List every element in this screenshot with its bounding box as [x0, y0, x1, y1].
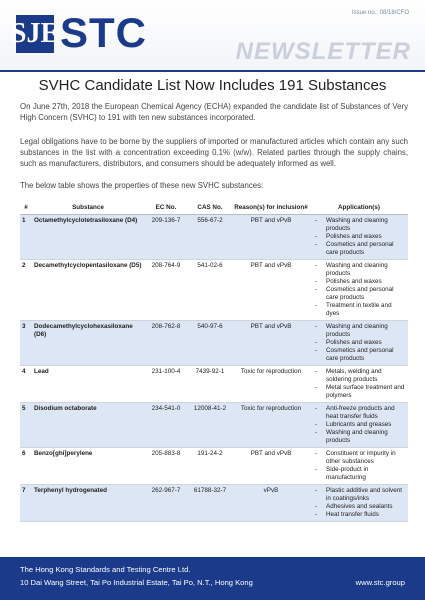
- inclusion-reason: Toxic for reproduction: [232, 366, 310, 403]
- inclusion-reason: PBT and vPvB: [232, 448, 310, 485]
- applications-cell: [310, 215, 408, 260]
- ec-number: 234-541-0: [144, 403, 188, 448]
- col-number: #: [20, 202, 32, 215]
- cas-number: 61788-32-7: [188, 485, 232, 522]
- application-item: - Washing and cleaning products: [326, 217, 406, 233]
- applications-cell: [310, 366, 408, 403]
- row-number: 5: [20, 403, 32, 448]
- application-item: - Polishes and waxes: [326, 233, 406, 241]
- application-item: - Heat transfer fluids: [326, 511, 406, 519]
- cas-number: 541-02-6: [188, 260, 232, 321]
- ec-number: 208-764-9: [144, 260, 188, 321]
- cas-number: 556-67-2: [188, 215, 232, 260]
- cas-number: 540-97-6: [188, 321, 232, 366]
- newsletter-header: [0, 0, 425, 72]
- row-number: 7: [20, 485, 32, 522]
- application-item: - Cosmetics and personal care products: [326, 241, 406, 257]
- table-row: [20, 215, 408, 260]
- inclusion-reason: Toxic for reproduction: [232, 403, 310, 448]
- applications-cell: [310, 321, 408, 366]
- col-substance: Substance: [32, 202, 144, 215]
- inclusion-reason: vPvB: [232, 485, 310, 522]
- article-title: SVHC Candidate List Now Includes 191 Substances: [38, 77, 387, 94]
- company-address: 10 Dai Wang Street, Tai Po Industrial Estate, Tai Po, N.T., Hong Kong: [20, 578, 253, 587]
- application-item: - Plastic additive and solvent in coatings/inks: [326, 487, 406, 503]
- intro-paragraph: On June 27th, 2018 the European Chemical Agency (ECHA) expanded the candidate list of Substances of Very High Concern (SVHC) to 191 with ten new substances incorporated.: [20, 102, 408, 122]
- cas-number: 7439-92-1: [188, 366, 232, 403]
- table-row: [20, 485, 408, 522]
- applications-cell: [310, 485, 408, 522]
- inclusion-reason: PBT and vPvB: [232, 321, 310, 366]
- row-number: 3: [20, 321, 32, 366]
- application-item: - Side-product in manufacturing: [326, 466, 406, 482]
- application-item: - Constituent or impurity in other substances: [326, 450, 406, 466]
- application-item: - Anti-freeze products and heat transfer fluids: [326, 405, 406, 421]
- applications-cell: [310, 260, 408, 321]
- col-reason: Reason(s) for inclusion#: [232, 202, 310, 215]
- cas-number: 12008-41-2: [188, 403, 232, 448]
- svhc-table: [20, 202, 408, 522]
- col-cas-no: CAS No.: [188, 202, 232, 215]
- application-item: - Polishes and waxes: [326, 278, 406, 286]
- substance-name: Lead: [32, 366, 144, 403]
- ec-number: 231-100-4: [144, 366, 188, 403]
- row-number: 4: [20, 366, 32, 403]
- application-item: - Washing and cleaning products: [326, 323, 406, 339]
- table-row: [20, 321, 408, 366]
- table-row: [20, 448, 408, 485]
- row-number: 6: [20, 448, 32, 485]
- application-item: - Treatment in textile and dyes: [326, 302, 406, 318]
- footer: [0, 557, 425, 600]
- inclusion-reason: PBT and vPvB: [232, 215, 310, 260]
- applications-cell: [310, 403, 408, 448]
- col-applications: Application(s): [310, 202, 408, 215]
- ec-number: 262-967-7: [144, 485, 188, 522]
- row-number: 1: [20, 215, 32, 260]
- substance-name: Terphenyl hydrogenated: [32, 485, 144, 522]
- substance-name: Benzo[ghi]perylene: [32, 448, 144, 485]
- issue-number: Issue no.: 08/18/CFO: [351, 10, 409, 16]
- inclusion-reason: PBT and vPvB: [232, 260, 310, 321]
- application-item: - Washing and cleaning products: [326, 262, 406, 278]
- application-item: - Metal surface treatment and polymers: [326, 384, 406, 400]
- ec-number: 209-136-7: [144, 215, 188, 260]
- application-item: - Adhesives and sealants: [326, 503, 406, 511]
- header-divider: [0, 70, 425, 72]
- table-row: [20, 403, 408, 448]
- table-intro: The below table shows the properties of these new SVHC substances:: [20, 181, 264, 190]
- application-item: - Washing and cleaning products: [326, 429, 406, 445]
- substance-name: Octamethylcyclotetrasiloxane (D4): [32, 215, 144, 260]
- obligations-paragraph: Legal obligations have to be borne by the suppliers of imported or manufactured articles which contain any such substances in the list with a concentration exceeding 0.1% (w/w). Related parties through the supply chains, such as manufacturers, distributors, and consumers should be adequately informed as well.: [20, 137, 408, 168]
- table-row: [20, 366, 408, 403]
- col-ec-no: EC No.: [144, 202, 188, 215]
- table-row: [20, 260, 408, 321]
- website-link[interactable]: www.stc.group: [355, 578, 405, 587]
- ec-number: 205-883-8: [144, 448, 188, 485]
- ec-number: 208-762-8: [144, 321, 188, 366]
- cas-number: 191-24-2: [188, 448, 232, 485]
- stc-logo-mark: SJE: [16, 15, 54, 53]
- company-name: The Hong Kong Standards and Testing Centre Ltd.: [20, 565, 191, 574]
- substance-name: Decamethylcyclopentasiloxane (D5): [32, 260, 144, 321]
- application-item: - Cosmetics and personal care products: [326, 347, 406, 363]
- application-item: - Metals, welding and soldering products: [326, 368, 406, 384]
- table-header-row: [20, 202, 408, 215]
- substance-name: Dodecamethylcyclohexasiloxane (D6): [32, 321, 144, 366]
- application-item: - Lubricants and greases: [326, 421, 406, 429]
- application-item: - Polishes and waxes: [326, 339, 406, 347]
- applications-cell: [310, 448, 408, 485]
- newsletter-label: NEWSLETTER: [235, 38, 411, 65]
- substance-name: Disodium octaborate: [32, 403, 144, 448]
- stc-logo-text: STC: [60, 9, 147, 56]
- application-item: - Cosmetics and personal care products: [326, 286, 406, 302]
- row-number: 2: [20, 260, 32, 321]
